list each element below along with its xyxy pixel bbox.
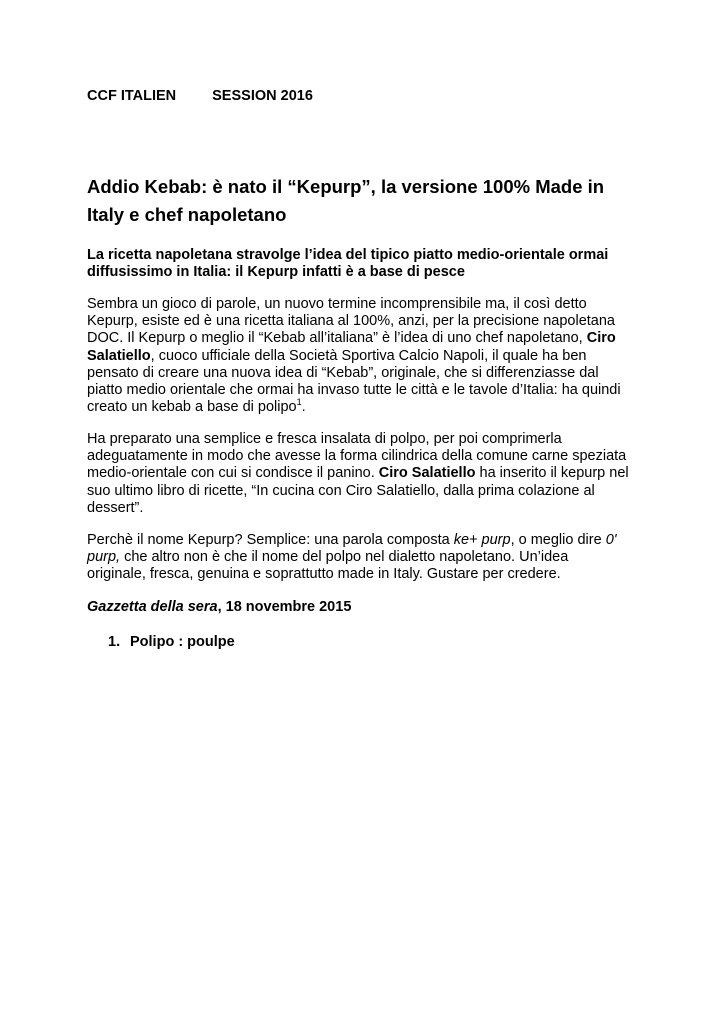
article-source bbox=[87, 599, 351, 615]
word-0-purp-part-1: 0' bbox=[605, 532, 617, 548]
article-title bbox=[87, 173, 667, 229]
p1-line-1: Sembra un gioco di parole, un nuovo termine incomprensibile ma, il così detto bbox=[87, 296, 587, 312]
p2-line-3-end: ha inserito il kepurp nel bbox=[475, 465, 629, 482]
p1-line-3-text: DOC. Il Kepurp o meglio il “Kebab all’italiana” è l’idea di uno chef napoletano, bbox=[87, 330, 587, 347]
word-0-purp-part-2: purp, bbox=[87, 549, 121, 566]
p1-line-4 bbox=[87, 348, 647, 365]
p3-line-2-text: che altro non è che il nome del polpo nel dialetto napoletano. Un’idea bbox=[120, 549, 569, 566]
chef-name: Ciro Salatiello bbox=[378, 465, 476, 482]
p2-line-2: adeguatamente in modo che avesse la forma cilindrica della comune carne speziata bbox=[87, 448, 627, 465]
paragraph-3 bbox=[87, 532, 647, 584]
title-line-2: Italy e chef napoletano bbox=[87, 204, 287, 225]
p1-line-6: piatto medio orientale che ormai ha invaso tutte le città e le tavole d’Italia: ha quindi bbox=[87, 382, 621, 399]
p2-line-1: Ha preparato una semplice e fresca insalata di polpo, per poi comprimerla bbox=[87, 431, 562, 447]
footnote-reference: 1 bbox=[296, 397, 302, 408]
p2-line-5: dessert”. bbox=[87, 499, 144, 516]
footnote-number: 1. bbox=[108, 634, 121, 650]
footnote-text: Polipo : poulpe bbox=[130, 634, 235, 650]
p1-line-7 bbox=[87, 399, 647, 416]
publication-date: , 18 novembre 2015 bbox=[217, 599, 352, 615]
exam-name: CCF ITALIEN bbox=[87, 88, 177, 104]
footnote bbox=[108, 634, 235, 650]
p2-line-4: suo ultimo libro di ricette, “In cucina con Ciro Salatiello, dalla prima colazione al bbox=[87, 482, 595, 499]
p3-line-2 bbox=[87, 549, 647, 566]
exam-session: SESSION 2016 bbox=[212, 88, 313, 104]
p1-line-5: pensato di creare una nuova idea di “Kebab”, originale, che si differenziasse dal bbox=[87, 364, 599, 381]
p1-line-3 bbox=[87, 330, 647, 347]
paragraph-2 bbox=[87, 431, 647, 517]
subtitle-line-2: diffusissimo in Italia: il Kepurp infatti è a base di pesce bbox=[87, 264, 465, 280]
article-subtitle bbox=[87, 247, 647, 281]
paragraph-1 bbox=[87, 296, 647, 416]
exam-header bbox=[87, 88, 313, 104]
chef-name-part-1: Ciro bbox=[586, 330, 616, 347]
p1-line-7-text: creato un kebab a base di polipo bbox=[87, 399, 297, 416]
p3-line-1-mid: , o meglio dire bbox=[510, 532, 606, 548]
p3-line-3: originale, fresca, genuina e soprattutto made in Italy. Gustare per credere. bbox=[87, 566, 561, 583]
title-line-1: Addio Kebab: è nato il “Kepurp”, la versione 100% Made in bbox=[87, 176, 605, 197]
word-ke-purp: ke+ purp bbox=[453, 532, 511, 548]
p1-line-4-text: , cuoco ufficiale della Società Sportiva Calcio Napoli, il quale ha ben bbox=[150, 347, 587, 364]
p2-line-3-text: medio-orientale con cui si condisce il panino. bbox=[87, 465, 379, 482]
p3-line-1 bbox=[87, 532, 647, 549]
publication-name: Gazzetta della sera bbox=[87, 599, 218, 615]
p2-line-3 bbox=[87, 465, 647, 482]
chef-name-part-2: Salatiello bbox=[87, 347, 151, 364]
subtitle-line-1: La ricetta napoletana stravolge l’idea del tipico piatto medio-orientale ormai bbox=[87, 247, 609, 263]
p1-line-7-end: . bbox=[301, 399, 306, 416]
p1-line-2: Kepurp, esiste ed è una ricetta italiana al 100%, anzi, per la precisione napoletana bbox=[87, 313, 615, 330]
p3-line-1-text: Perchè il nome Kepurp? Semplice: una parola composta bbox=[87, 532, 454, 548]
